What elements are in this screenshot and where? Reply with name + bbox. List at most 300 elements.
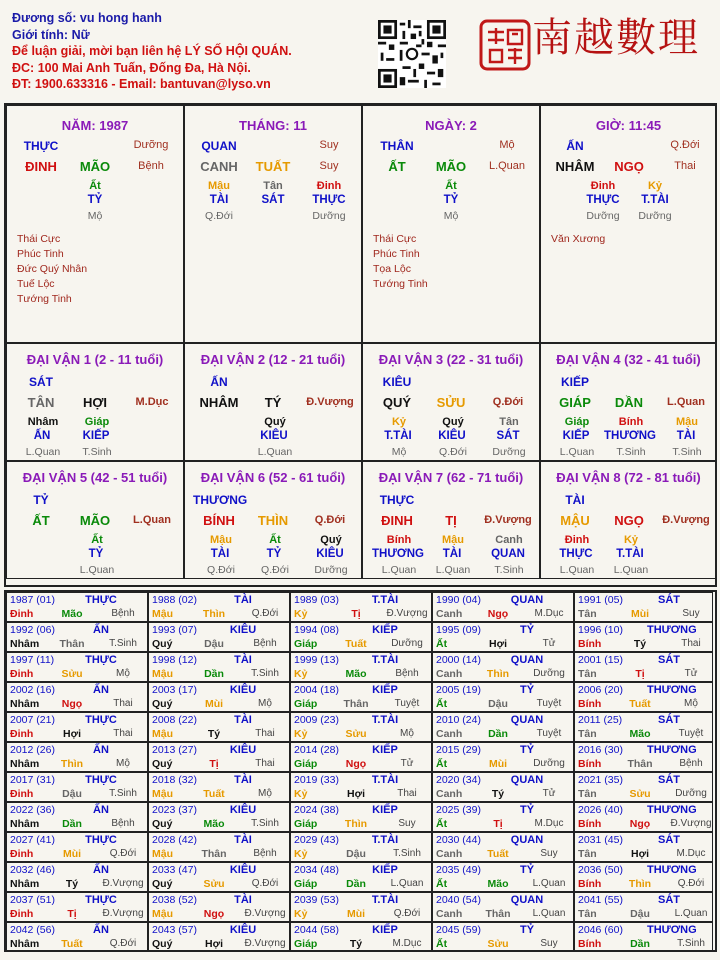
year-stage: Dưỡng xyxy=(533,758,565,769)
year-label: 2031 (45) xyxy=(578,834,623,846)
hidden-stage: T.Sinh xyxy=(82,446,112,458)
year-label: 2008 (22) xyxy=(152,714,197,726)
year-stage: Q.Đới xyxy=(677,878,705,889)
earthly-branch: TUẤT xyxy=(255,159,291,174)
year-stage: Bệnh xyxy=(253,848,277,859)
heavenly-stem: NHÂM xyxy=(199,395,239,410)
year-god: THƯƠNG xyxy=(647,624,697,636)
year-label: 2037 (51) xyxy=(10,894,55,906)
hidden-stem: Kỷ xyxy=(391,416,407,428)
heavenly-stem: GIÁP xyxy=(559,395,591,410)
year-label: 2039 (53) xyxy=(294,894,339,906)
year-cell xyxy=(6,832,148,862)
year-stem: Quý xyxy=(152,878,173,890)
year-cell xyxy=(432,922,574,952)
year-label: 1995 (09) xyxy=(436,624,481,636)
hidden-god: KIÊU xyxy=(260,430,288,442)
hidden-stem: Quý xyxy=(320,534,342,546)
earthly-branch: MÃO xyxy=(79,159,111,174)
dai-van-cell xyxy=(362,343,540,461)
year-branch: Dần xyxy=(630,938,650,950)
hidden-god: KIẾP xyxy=(562,430,590,442)
heavenly-stem: TÂN xyxy=(27,395,55,410)
year-cell xyxy=(290,712,432,742)
nayin-stage: L.Quan xyxy=(667,396,705,408)
hidden-stage: Dưỡng xyxy=(314,564,348,576)
year-stage: T.Sinh xyxy=(393,848,421,859)
year-stem: Tân xyxy=(578,848,597,860)
year-branch: Ngọ xyxy=(203,908,225,920)
year-stem: Quý xyxy=(152,938,173,950)
year-stage: Đ.Vượng xyxy=(102,878,144,889)
year-stem: Tân xyxy=(578,788,597,800)
year-stem: Canh xyxy=(436,908,463,920)
heavenly-stem: ẤT xyxy=(388,159,406,174)
year-stem: Ất xyxy=(436,698,448,710)
year-label: 2019 (33) xyxy=(294,774,339,786)
hidden-god: TÀI xyxy=(676,430,696,442)
year-stem: Mậu xyxy=(152,608,173,620)
year-label: 1999 (13) xyxy=(294,654,339,666)
year-branch: Mão xyxy=(487,878,509,890)
year-branch: Tị xyxy=(493,818,503,830)
ten-god: QUAN xyxy=(201,139,237,153)
year-branch: Hợi xyxy=(489,638,507,650)
hidden-god: T.TÀI xyxy=(384,430,412,442)
year-branch: Dậu xyxy=(488,698,508,710)
year-label: 1988 (02) xyxy=(152,594,197,606)
year-cell xyxy=(290,802,432,832)
year-branch: Dậu xyxy=(204,638,224,650)
year-cell xyxy=(574,742,713,772)
earthly-branch: SỬU xyxy=(436,395,466,410)
star-item: Thái Cực xyxy=(17,233,61,245)
year-stage: M.Dục xyxy=(676,848,706,859)
hidden-god: KIÊU xyxy=(438,430,466,442)
year-branch: Mùi xyxy=(204,698,224,710)
year-stem: Nhâm xyxy=(10,818,40,830)
hidden-stem: Ất xyxy=(445,180,457,192)
ten-god: KIẾP xyxy=(560,375,589,389)
qr-code-icon xyxy=(378,20,446,88)
year-stage: L.Quan xyxy=(674,908,708,919)
year-cell xyxy=(432,802,574,832)
year-stage: Mộ xyxy=(258,698,272,709)
hidden-stem: Đinh xyxy=(316,180,342,192)
year-god: ẤN xyxy=(93,924,109,936)
year-cell xyxy=(432,772,574,802)
year-god: SÁT xyxy=(658,894,680,906)
hidden-stage: Q.Đới xyxy=(261,564,289,576)
hidden-god: T.TÀI xyxy=(641,194,669,206)
hidden-stage: Dưỡng xyxy=(312,210,346,222)
hidden-stage: L.Quan xyxy=(25,446,61,458)
year-label: 2023 (37) xyxy=(152,804,197,816)
dai-van-title: ĐẠI VẬN 8 (72 - 81 tuổi) xyxy=(556,470,701,485)
year-stem: Đinh xyxy=(10,668,34,680)
hidden-god: TÀI xyxy=(210,548,230,560)
year-branch: Sửu xyxy=(345,728,367,740)
year-branch: Thìn xyxy=(60,758,84,770)
year-god: QUAN xyxy=(510,894,544,906)
year-label: 1994 (08) xyxy=(294,624,339,636)
year-cell xyxy=(574,712,713,742)
year-stage: Bệnh xyxy=(111,608,135,619)
hidden-god: TỶ xyxy=(88,548,104,560)
ten-god: TÀI xyxy=(565,493,585,507)
year-label: 2042 (56) xyxy=(10,924,55,936)
year-stage: Tuyệt xyxy=(678,728,704,739)
star-item: Tuế Lộc xyxy=(17,278,55,290)
year-god: KIÊU xyxy=(229,804,257,816)
year-branch: Thìn xyxy=(202,608,226,620)
year-cell xyxy=(6,922,148,952)
year-label: 2017 (31) xyxy=(10,774,55,786)
year-stem: Ất xyxy=(436,878,448,890)
year-god: QUAN xyxy=(510,594,544,606)
year-god: THƯƠNG xyxy=(647,864,697,876)
year-stage: Suy xyxy=(540,848,558,859)
year-stage: Bệnh xyxy=(395,668,419,679)
year-branch: Dậu xyxy=(62,788,82,800)
year-cell xyxy=(6,772,148,802)
year-stem: Kỷ xyxy=(294,668,308,680)
year-god: TÀI xyxy=(234,594,252,606)
hidden-stage: Mộ xyxy=(391,446,407,458)
hidden-god: TÀI xyxy=(442,548,462,560)
year-stem: Giáp xyxy=(294,938,318,950)
year-stem: Giáp xyxy=(294,698,318,710)
year-cell xyxy=(574,682,713,712)
year-label: 2022 (36) xyxy=(10,804,55,816)
year-god: THƯƠNG xyxy=(647,804,697,816)
year-cell xyxy=(574,772,713,802)
year-stem: Nhâm xyxy=(10,938,40,950)
year-stage: L.Quan xyxy=(532,908,566,919)
ten-god: THỰC xyxy=(23,139,59,153)
earthly-branch: THÌN xyxy=(257,513,289,528)
year-label: 2045 (59) xyxy=(436,924,481,936)
year-god: TỶ xyxy=(519,684,535,696)
year-label: 2013 (27) xyxy=(152,744,197,756)
year-branch: Thân xyxy=(627,758,653,770)
year-god: TỶ xyxy=(519,924,535,936)
year-label: 1990 (04) xyxy=(436,594,481,606)
year-stem: Đinh xyxy=(10,848,34,860)
year-cell xyxy=(290,922,432,952)
star-item: Phúc Tinh xyxy=(373,248,420,260)
owner-name: Đương số: vu hong hanh xyxy=(12,11,162,25)
year-label: 2006 (20) xyxy=(578,684,623,696)
year-stage: Dưỡng xyxy=(675,788,707,799)
year-branch: Thìn xyxy=(344,818,368,830)
dai-van-title: ĐẠI VẬN 6 (52 - 61 tuổi) xyxy=(200,470,346,485)
year-branch: Mùi xyxy=(346,908,366,920)
year-god: KIẾP xyxy=(372,744,398,756)
year-stage: Mộ xyxy=(116,668,130,679)
year-stage: Mộ xyxy=(684,698,698,709)
year-stem: Canh xyxy=(436,788,463,800)
year-stem: Mậu xyxy=(152,728,173,740)
year-stage: L.Quan xyxy=(390,878,424,889)
hidden-stem: Giáp xyxy=(564,416,590,428)
year-branch: Mão xyxy=(203,818,225,830)
year-branch: Ngọ xyxy=(487,608,509,620)
star-item: Tướng Tinh xyxy=(17,293,72,305)
hidden-god: THỰC xyxy=(312,194,346,206)
year-label: 2024 (38) xyxy=(294,804,339,816)
year-label: 2028 (42) xyxy=(152,834,197,846)
year-stem: Kỷ xyxy=(294,728,308,740)
star-item: Văn Xương xyxy=(551,233,606,245)
year-label: 2035 (49) xyxy=(436,864,481,876)
year-god: ẤN xyxy=(93,804,109,816)
year-cell xyxy=(290,742,432,772)
year-stem: Đinh xyxy=(10,728,34,740)
year-branch: Hợi xyxy=(63,728,81,740)
year-stage: M.Dục xyxy=(534,818,564,829)
year-stage: Mộ xyxy=(400,728,414,739)
hidden-god: THƯƠNG xyxy=(604,430,656,442)
year-cell xyxy=(6,862,148,892)
year-god: THỰC xyxy=(85,834,117,846)
year-god: KIÊU xyxy=(229,624,257,636)
year-stage: Mộ xyxy=(116,758,130,769)
year-branch: Ngọ xyxy=(61,698,83,710)
year-god: KIẾP xyxy=(372,624,398,636)
year-god: THỰC xyxy=(85,654,117,666)
year-branch: Dần xyxy=(62,818,82,830)
year-god: ẤN xyxy=(93,684,109,696)
year-stem: Tân xyxy=(578,608,597,620)
dai-van-title: ĐẠI VẬN 5 (42 - 51 tuổi) xyxy=(22,470,168,485)
year-stage: Dưỡng xyxy=(391,638,423,649)
dai-van-cell xyxy=(184,461,362,579)
year-label: 2032 (46) xyxy=(10,864,55,876)
year-stage: Mộ xyxy=(258,788,272,799)
ten-god: TỶ xyxy=(33,493,49,507)
year-stage: Thai xyxy=(255,728,275,739)
year-label: 2016 (30) xyxy=(578,744,623,756)
hidden-stage: L.Quan xyxy=(381,564,417,576)
ten-god: THÂN xyxy=(380,139,414,153)
ten-god: THƯƠNG xyxy=(193,493,248,507)
nayin-stage: Suy xyxy=(319,160,339,172)
year-branch: Dần xyxy=(346,878,366,890)
year-god: TÀI xyxy=(234,834,252,846)
pillar-title: GIỜ: 11:45 xyxy=(595,118,662,133)
year-stage: Tử xyxy=(542,638,556,649)
year-label: 2020 (34) xyxy=(436,774,481,786)
earthly-branch: TỊ xyxy=(445,513,457,528)
year-branch: Tị xyxy=(351,608,361,620)
year-god: THƯƠNG xyxy=(647,684,697,696)
year-label: 2012 (26) xyxy=(10,744,55,756)
year-cell xyxy=(574,652,713,682)
year-cell xyxy=(432,742,574,772)
nayin-stage: Thai xyxy=(674,160,696,172)
year-god: SÁT xyxy=(658,594,680,606)
year-stage: Bệnh xyxy=(253,638,277,649)
earthly-branch: DẦN xyxy=(614,395,644,410)
gender: Giới tính: Nữ xyxy=(12,27,90,42)
hidden-stem: Bính xyxy=(386,534,412,546)
year-label: 1996 (10) xyxy=(578,624,623,636)
year-stage: Tuyệt xyxy=(536,728,562,739)
year-stage: Bệnh xyxy=(111,818,135,829)
year-stage: Q.Đới xyxy=(109,848,137,859)
year-god: KIẾP xyxy=(372,804,398,816)
hidden-stem: Mậu xyxy=(210,534,232,546)
year-stage: Q.Đới xyxy=(393,908,421,919)
year-label: 2009 (23) xyxy=(294,714,339,726)
year-god: KIẾP xyxy=(372,924,398,936)
year-stage: Suy xyxy=(540,938,558,949)
year-branch: Hợi xyxy=(631,848,649,860)
ten-god: KIÊU xyxy=(382,375,412,389)
year-stem: Quý xyxy=(152,638,173,650)
year-god: KIÊU xyxy=(229,744,257,756)
brand-logo: 南越數理 xyxy=(532,15,700,61)
year-label: 2001 (15) xyxy=(578,654,623,666)
year-branch: Thân xyxy=(201,848,227,860)
year-branch: Thìn xyxy=(486,668,510,680)
contact-line: Để luận giải, mời bạn liên hệ LÝ SỐ HỘI QUÁN. xyxy=(12,44,292,58)
year-label: 1991 (05) xyxy=(578,594,623,606)
year-god: SÁT xyxy=(658,774,680,786)
star-item: Tọa Lộc xyxy=(373,263,411,275)
hidden-stem: Tân xyxy=(499,416,519,428)
year-stem: Quý xyxy=(152,698,173,710)
year-branch: Tý xyxy=(491,788,505,800)
year-cell xyxy=(290,592,432,622)
year-cell xyxy=(148,922,290,952)
year-stage: Đ.Vượng xyxy=(102,908,144,919)
year-god: SÁT xyxy=(658,654,680,666)
dai-van-cell xyxy=(540,461,717,579)
hidden-stage: Q.Đới xyxy=(439,446,467,458)
hidden-god: SÁT xyxy=(261,194,285,206)
hidden-stem: Canh xyxy=(495,534,523,546)
year-cell xyxy=(432,892,574,922)
hidden-stem: Đinh xyxy=(590,180,616,192)
year-branch: Tị xyxy=(635,668,645,680)
hidden-stem: Ất xyxy=(269,534,281,546)
year-branch: Tý xyxy=(633,638,647,650)
year-stem: Bính xyxy=(578,638,602,650)
star-item: Đức Quý Nhân xyxy=(17,263,88,275)
year-stem: Bính xyxy=(578,878,602,890)
year-god: TỶ xyxy=(519,864,535,876)
year-stage: T.Sinh xyxy=(677,938,705,949)
year-cell xyxy=(290,622,432,652)
year-god: THƯƠNG xyxy=(647,744,697,756)
year-stem: Canh xyxy=(436,848,463,860)
year-cell xyxy=(6,622,148,652)
year-god: SÁT xyxy=(658,834,680,846)
year-stage: Thai xyxy=(113,728,133,739)
year-cell xyxy=(148,802,290,832)
year-cell xyxy=(148,592,290,622)
year-stage: Đ.Vượng xyxy=(386,608,428,619)
hidden-stage: L.Quan xyxy=(79,564,115,576)
year-stem: Ất xyxy=(436,758,448,770)
year-stem: Kỷ xyxy=(294,908,308,920)
year-god: QUAN xyxy=(510,774,544,786)
year-god: TỶ xyxy=(519,744,535,756)
year-stem: Nhâm xyxy=(10,638,40,650)
year-god: SÁT xyxy=(658,714,680,726)
pillar-title: THÁNG: 11 xyxy=(239,118,307,133)
year-stem: Ất xyxy=(436,938,448,950)
year-stem: Canh xyxy=(436,728,463,740)
chart-grid xyxy=(4,103,717,587)
year-god: ẤN xyxy=(93,744,109,756)
year-label: 2010 (24) xyxy=(436,714,481,726)
year-god: QUAN xyxy=(510,654,544,666)
growth-stage: Mộ xyxy=(499,139,515,151)
year-stage: M.Dục xyxy=(392,938,422,949)
year-branch: Mùi xyxy=(62,848,82,860)
pillar-title: NĂM: 1987 xyxy=(61,118,129,133)
year-branch: Dần xyxy=(488,728,508,740)
year-god: THỰC xyxy=(85,774,117,786)
hidden-god: TÀI xyxy=(209,194,229,206)
year-god: THỰC xyxy=(85,594,117,606)
hidden-stem: Tân xyxy=(263,180,283,192)
year-branch: Tuất xyxy=(487,848,509,860)
pillar-cell xyxy=(6,105,184,343)
year-stem: Nhâm xyxy=(10,878,40,890)
year-stem: Nhâm xyxy=(10,758,40,770)
nayin-stage: L.Quan xyxy=(488,160,526,172)
hidden-god: TỶ xyxy=(266,548,282,560)
year-branch: Sửu xyxy=(203,878,225,890)
earthly-branch: MÃO xyxy=(435,159,467,174)
heavenly-stem: ĐINH xyxy=(25,159,57,174)
year-branch: Mão xyxy=(345,668,367,680)
hidden-stage: Mộ xyxy=(443,210,459,222)
year-branch: Tý xyxy=(349,938,363,950)
year-branch: Thân xyxy=(343,698,369,710)
year-cell xyxy=(432,862,574,892)
year-label: 2002 (16) xyxy=(10,684,55,696)
hidden-god: TỶ xyxy=(443,194,459,206)
year-branch: Tý xyxy=(207,728,221,740)
year-cell xyxy=(148,832,290,862)
year-label: 2026 (40) xyxy=(578,804,623,816)
annual-luck-table xyxy=(4,590,717,952)
hidden-stage: Q.Đới xyxy=(207,564,235,576)
nayin-stage: M.Dục xyxy=(135,396,169,408)
year-label: 2011 (25) xyxy=(578,714,623,726)
year-cell xyxy=(432,652,574,682)
year-cell xyxy=(574,892,713,922)
year-stage: Tử xyxy=(542,788,556,799)
hidden-stem: Quý xyxy=(442,416,464,428)
year-branch: Tuất xyxy=(629,698,651,710)
year-stem: Bính xyxy=(578,938,602,950)
year-label: 2034 (48) xyxy=(294,864,339,876)
year-god: KIÊU xyxy=(229,684,257,696)
year-stem: Kỷ xyxy=(294,608,308,620)
year-god: QUAN xyxy=(510,834,544,846)
earthly-branch: NGỌ xyxy=(614,159,644,174)
hidden-stem: Quý xyxy=(264,416,286,428)
year-stage: T.Sinh xyxy=(109,638,137,649)
heavenly-stem: ĐINH xyxy=(381,513,413,528)
year-god: TỶ xyxy=(519,624,535,636)
